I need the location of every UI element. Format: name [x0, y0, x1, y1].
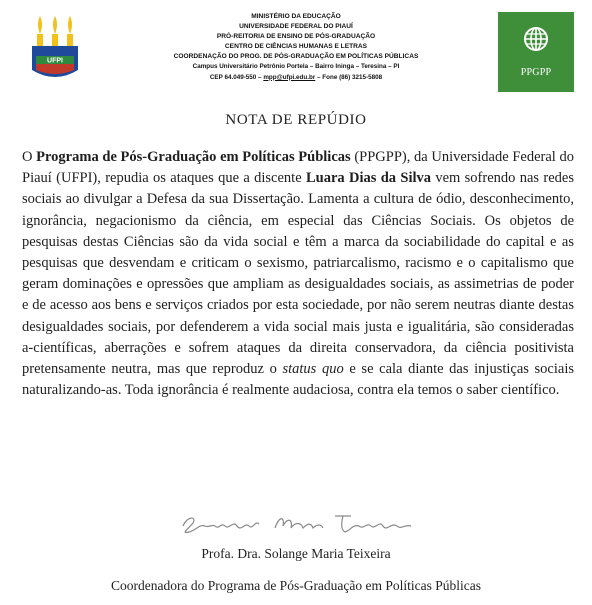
- letterhead-university: UNIVERSIDADE FEDERAL DO PIAUÍ: [239, 23, 353, 31]
- letterhead: [112, 12, 480, 83]
- globe-icon: [523, 26, 549, 52]
- handwritten-signature: [175, 508, 435, 538]
- ppgpp-logo: [498, 12, 574, 92]
- program-name: Programa de Pós-Graduação em Políticas Públicas: [36, 149, 351, 165]
- ufpi-logo: [20, 12, 90, 92]
- letterhead-proreitoria: PRÓ-REITORIA DE ENSINO DE PÓS-GRADUAÇÃO: [216, 33, 376, 41]
- letterhead-ministry: MINISTÉRIO DA EDUCAÇÃO: [251, 13, 341, 20]
- signatory-role: Coordenadora do Programa de Pós-Graduação em Políticas Públicas: [110, 578, 482, 593]
- document-title: NOTA DE REPÚDIO: [225, 112, 367, 128]
- email-link[interactable]: mpp@ufpi.edu.br: [263, 73, 316, 81]
- letterhead-contact: CEP 64.049-550 – mpp@ufpi.edu.br – Fone (86) 3215-5808: [209, 73, 383, 81]
- signatory-name: Profa. Dra. Solange Maria Teixeira: [201, 546, 391, 561]
- ufpi-logo-text: UFPI: [47, 57, 63, 65]
- ppgpp-logo-text: PPGPP: [520, 67, 552, 78]
- body-paragraph: O Programa de Pós-Graduação em Políticas Públicas (PPGPP), da Universidade Federal do Piauí (UFPI), repudia os ataques que a discente Luara Dias da Silva vem sofrendo nas redes sociais ao divulgar a Defesa da sua Dissertação. Lamenta a cultura de ódio, desconhecimento, ignorância, negacionismo da ciência, em especial das Ciências Sociais. Os objetos de pesquisas destas Ciências são da vida social e têm a marca da sociabilidade do capital e as pesquisas que desvendam e criticam o sexismo, patriarcalismo, racismo e o capitalismo que geram dominações e opressões que ampliam as desigualdades sociais, as assimetrias de poder e de acesso aos bens e serviços criados por esta sociedade, por não serem neutras diante destas desigualdades sociais, por defenderem a vida social mais justa e igualitária, são consideradas a-científicas, aberrações e sofrem ataques da direita conservadora, da ciência positivista pretensamente neutra, mas que reproduz o status quo e se cala diante das injustiças sociais naturalizando-as. Toda ignorância é realmente audaciosa, contra ela temos o saber científico.: [22, 149, 575, 399]
- status-quo-term: status quo: [282, 361, 344, 378]
- letterhead-center: CENTRO DE CIÊNCIAS HUMANAS E LETRAS: [224, 43, 368, 51]
- letterhead-coordination: COORDENAÇÃO DO PROG. DE PÓS-GRADUAÇÃO EM POLÍTICAS PÚBLICAS: [173, 53, 419, 61]
- letterhead-address: Campus Universitário Petrônio Portela – Bairro Ininga – Teresina – PI: [192, 63, 400, 71]
- student-name: Luara Dias da Silva: [305, 170, 432, 187]
